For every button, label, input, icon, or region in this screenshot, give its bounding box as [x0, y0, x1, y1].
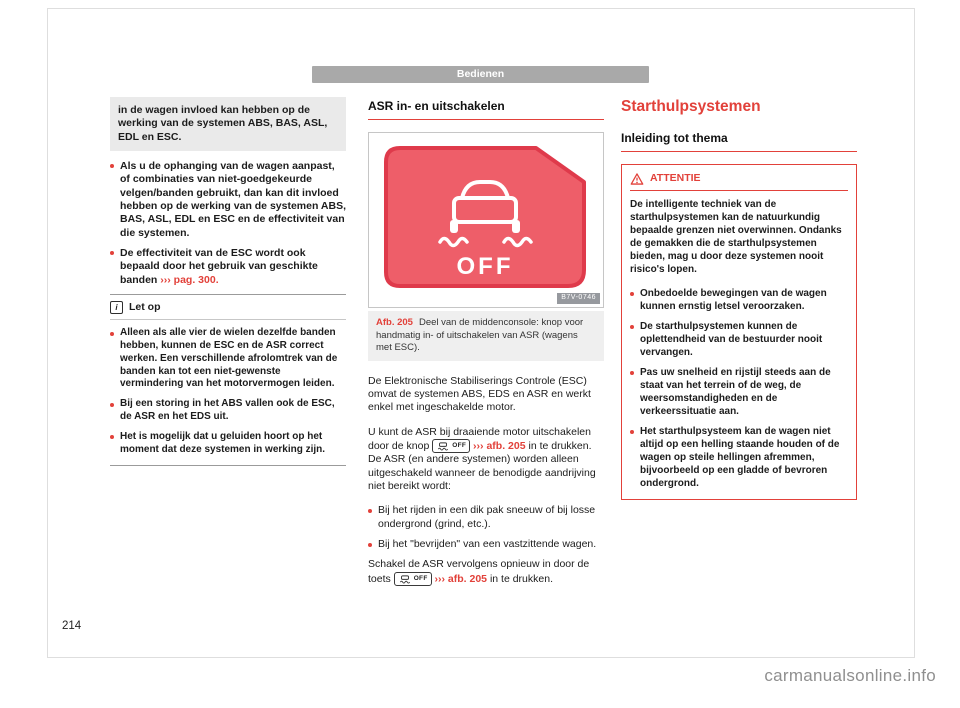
attention-header: [630, 172, 848, 191]
figure-asr-off-button: [368, 132, 604, 308]
car-skid-glyph: [398, 574, 412, 584]
paragraph-text: in te drukken. De ASR (en andere systemen) worden alleen uitgeschakeld wanneer de benodigde aandrijving niet bereikt wordt:: [368, 440, 596, 493]
attention-bullet-list: [630, 287, 848, 490]
note-bullet-list: [110, 327, 346, 456]
svg-text:OFF: OFF: [456, 253, 514, 281]
left-bullet-list: [110, 160, 346, 287]
info-icon: i: [110, 301, 123, 314]
attention-bullet-item: [630, 320, 848, 359]
figure-reference-link[interactable]: ››› afb. 205: [434, 572, 488, 585]
figure-reference-link[interactable]: ››› afb. 205: [473, 440, 526, 453]
figure-id-plate: B7V-0746: [557, 293, 600, 304]
paragraph-text: Schakel de ASR vervolgens opnieuw in door de toets: [368, 558, 590, 585]
attention-bullet-text: Onbedoelde bewegingen van de wagen kunnen ernstig letsel veroorzaken.: [640, 288, 827, 313]
car-skid-glyph: [436, 441, 450, 451]
note-header: [110, 301, 346, 320]
asr-off-button-illustration: [378, 140, 594, 300]
attention-bullet-text: De starthulpsystemen kunnen de oplettendheid van de bestuurder nooit vervangen.: [640, 321, 823, 359]
bullet-dot: [110, 164, 114, 168]
note-bullet-text: Alleen als alle vier de wielen dezelfde banden hebben, kunnen de ESC en de ASR correct werken. Een verschillende afrolomtrek van de banden kan tot een niet-gewenste vermindering van het motorvermogen leiden.: [120, 327, 338, 390]
middle-column: [368, 97, 604, 597]
warning-triangle-icon: [630, 173, 644, 185]
paragraph-text: U kunt de ASR bij draaiende motor uitschakelen door de knop: [368, 425, 591, 453]
figure-caption: [368, 311, 604, 361]
attention-bullet-text: Het starthulpsysteem kan de wagen niet altijd op een helling staande houden of de wagen op steile hellingen afremmen, bijvoorbeeld op een gladde of bevroren ondergrond.: [640, 426, 840, 490]
bullet-dot: [368, 543, 372, 547]
paragraph: [368, 426, 604, 494]
note-title: Let op: [129, 300, 161, 313]
bullet-dot: [630, 371, 634, 375]
bullet-dot: [110, 251, 114, 255]
asr-off-button-icon: [432, 439, 470, 453]
bullet-dot: [630, 430, 634, 434]
attention-bullet-item: [630, 287, 848, 313]
watermark: carmanualsonline.info: [764, 666, 936, 685]
paragraph-text: in te drukken.: [489, 572, 553, 585]
bullet-item: [368, 504, 604, 531]
attention-box: [621, 164, 857, 500]
note-bullet-item: [110, 327, 346, 391]
section-title: Starthulpsystemen: [621, 98, 761, 115]
asr-off-label: OFF: [452, 442, 467, 450]
topic-heading: ASR in- en uitschakelen: [368, 99, 604, 120]
left-column: [110, 97, 346, 466]
bullet-text: Bij het rijden in een dik pak sneeuw of bij losse ondergrond (grind, etc.).: [378, 504, 596, 530]
asr-off-label: OFF: [413, 574, 428, 582]
bullet-item: [368, 538, 604, 551]
attention-intro: De intelligente techniek van de starthulpsystemen kan de natuurkundig bepaalde grenzen niet overwinnen. Ondanks de gemakken die de starthulpsystemen bieden, mag u door deze systemen nooit risico's lopen.: [630, 199, 842, 276]
attention-title: ATTENTIE: [650, 171, 701, 184]
continued-warning-box: in de wagen invloed kan hebben op de werking van de systemen ABS, BAS, ASL, EDL en ESC.: [110, 97, 346, 151]
figure-label: Afb. 205: [376, 317, 413, 329]
note-bullet-text: Het is mogelijk dat u geluiden hoort op het moment dat deze systemen in werking zijn.: [120, 430, 326, 455]
page-number: 214: [62, 620, 82, 632]
paragraph: De Elektronische Stabiliserings Controle (ESC) omvat de systemen ABS, EDS en ASR en werkt enkel met ingeschakelde motor.: [368, 374, 591, 414]
chapter-header: Bedienen: [312, 66, 649, 83]
note-bullet-item: [110, 398, 346, 424]
bullet-dot: [630, 325, 634, 329]
paragraph: [368, 558, 604, 586]
bullet-dot: [110, 435, 114, 439]
bullet-text: Als u de ophanging van de wagen aanpast, of combinaties van niet-goedgekeurde velgen/banden gebruikt, dan kan dit invloed hebben op de werking van de systemen ABS, BAS, ASL, EDL en ESC en de effectiviteit van die systemen.: [120, 159, 347, 239]
subsection-heading: Inleiding tot thema: [621, 131, 857, 152]
bullet-dot: [630, 292, 634, 296]
asr-off-button-icon: [394, 572, 432, 586]
bullet-dot: [368, 509, 372, 513]
note-bullet-text: Bij een storing in het ABS vallen ook de ESC, de ASR en het EDS uit.: [120, 398, 335, 423]
attention-bullet-item: [630, 366, 848, 418]
right-column: [621, 97, 857, 500]
asr-bullet-list: [368, 504, 604, 551]
attention-bullet-item: [630, 425, 848, 490]
bullet-item: [110, 160, 346, 240]
page-reference-link[interactable]: ››› pag. 300.: [160, 273, 219, 286]
bullet-dot: [110, 332, 114, 336]
bullet-item: [110, 247, 346, 287]
bullet-text: Bij het "bevrijden" van een vastzittende wagen.: [378, 538, 597, 551]
figure-caption-text: Deel van de middenconsole: knop voor handmatig in- of uitschakelen van ASR (wagens met ESC).: [376, 317, 584, 354]
note-box: [110, 294, 346, 467]
note-bullet-item: [110, 431, 346, 457]
attention-bullet-text: Pas uw snelheid en rijstijl steeds aan de staat van het terrein of de weg, de weersomstandigheden en de verkeerssituatie aan.: [640, 367, 831, 418]
bullet-dot: [110, 403, 114, 407]
bullet-text: De effectiviteit van de ESC wordt ook bepaald door het gebruik van geschikte banden ››› pag. 300.: [120, 246, 318, 286]
